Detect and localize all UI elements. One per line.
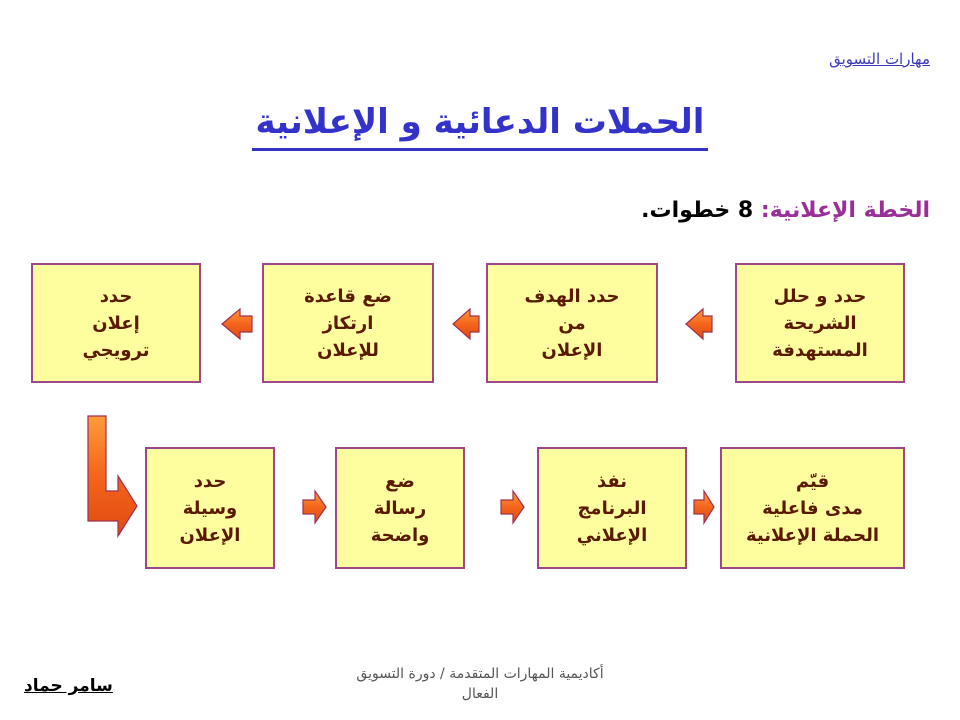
bent-arrow-icon [88,416,137,536]
arrow-left-icon [686,309,712,339]
step-7-text: نفذ البرنامج الإعلاني [576,470,648,546]
plan-label: الخطة الإعلانية: [760,198,930,223]
step-5-text: حدد وسيلة الإعلان [179,470,241,546]
arrow-left-icon [453,309,479,339]
academy-footer: أكاديمية المهارات المتقدمة / دورة التسويق الفعال [356,666,604,702]
author-name: سامر حماد [24,676,113,696]
plan-value: 8 خطوات. [641,198,761,223]
arrow-right-icon [501,491,524,523]
step-3-text: ضع قاعدة ارتكاز للإعلان [304,285,392,361]
step-8-text: قيّم مدى فاعلية الحملة الإعلانية [745,470,880,546]
arrow-left-icon [222,309,252,339]
step-4-text: حدد إعلان ترويجي [82,285,150,361]
step-6-text: ضع رسالة واضحة [370,470,430,546]
step-1-text: حدد و حلل الشريحة المستهدفة [772,285,868,361]
course-link[interactable]: مهارات التسويق [829,50,930,68]
page-title: الحملات الدعائية و الإعلانية [252,102,709,151]
arrow-right-icon [694,491,714,523]
step-2-text: حدد الهدف من الإعلان [524,285,620,361]
arrow-right-icon [303,491,326,523]
